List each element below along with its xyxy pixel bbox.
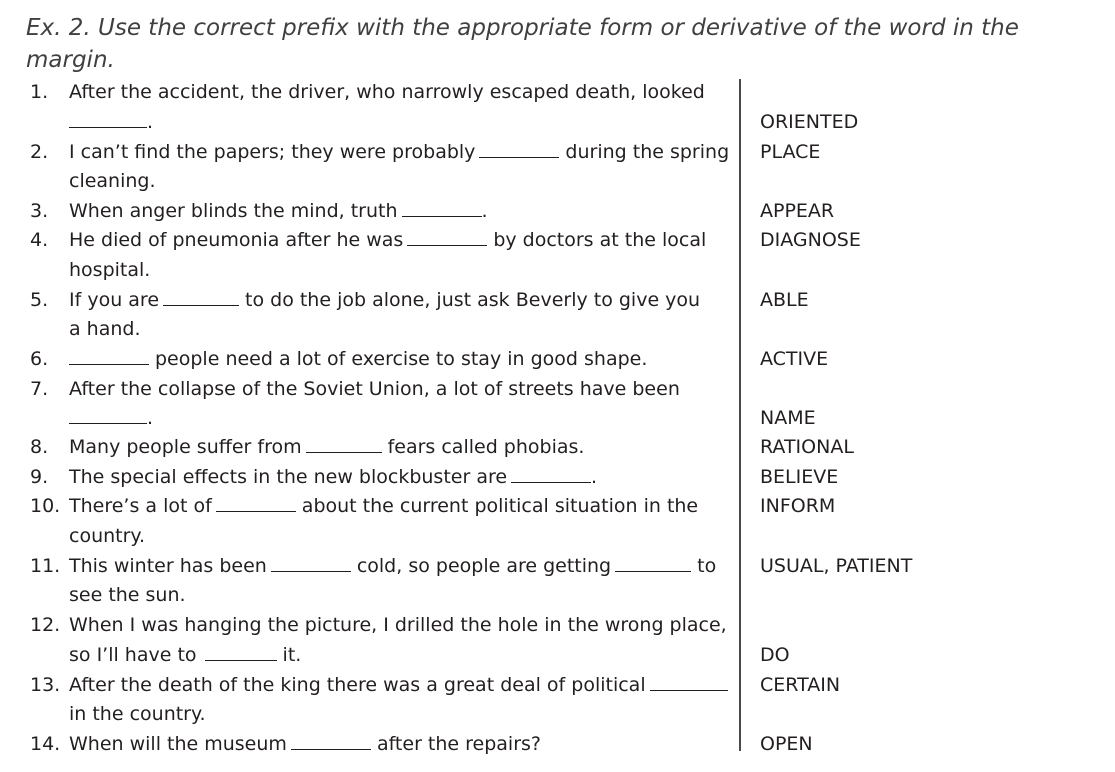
item-number: 11. (30, 555, 61, 577)
answer-blank[interactable] (650, 676, 728, 691)
item-7-text-end: . (147, 407, 154, 429)
answer-blank[interactable] (69, 113, 147, 128)
item-6-text: people need a lot of exercise to stay in good shape. (155, 348, 648, 370)
item-11-line (69, 554, 716, 578)
item-number: 9. (30, 466, 49, 488)
item-11-text-4: see the sun. (69, 584, 186, 606)
margin-word-3: APPEAR (760, 200, 835, 222)
margin-word-2: PLACE (760, 141, 821, 163)
item-11-text-2: cold, so people are getting (356, 555, 612, 577)
answer-blank[interactable] (69, 409, 147, 424)
instructions-line-2: margin. (26, 47, 115, 73)
item-14-text: When will the museum (69, 733, 287, 755)
item-1-text: After the accident, the driver, who narrowly escaped death, looked (69, 81, 705, 103)
item-10-text-2: about the current political situation in the (301, 495, 699, 517)
margin-word-14: OPEN (760, 733, 813, 755)
item-10-text-3: country. (69, 525, 145, 547)
answer-blank[interactable] (205, 646, 277, 661)
answer-blank[interactable] (163, 291, 239, 306)
item-12-line-2 (69, 643, 301, 667)
item-4-line (69, 228, 706, 252)
item-5-text-3: a hand. (69, 318, 141, 340)
margin-divider (739, 79, 741, 751)
item-1-text-end: . (147, 111, 154, 133)
item-number: 3. (30, 200, 49, 222)
item-9-text-end: . (591, 466, 598, 488)
item-8-text: Many people suffer from (69, 436, 302, 458)
item-8-text-2: fears called phobias. (387, 436, 585, 458)
margin-word-4: DIAGNOSE (760, 229, 861, 251)
item-11-text-3: to (697, 555, 717, 577)
item-number: 12. (30, 614, 61, 636)
item-4-text-3: hospital. (69, 259, 151, 281)
answer-blank[interactable] (615, 557, 691, 572)
item-7-text: After the collapse of the Soviet Union, a lot of streets have been (69, 378, 680, 400)
item-number: 10. (30, 495, 61, 517)
item-number: 13. (30, 674, 61, 696)
item-8-line (69, 435, 584, 459)
margin-word-12: DO (760, 644, 790, 666)
answer-blank[interactable] (306, 438, 382, 453)
item-5-line (69, 288, 700, 312)
item-number: 14. (30, 733, 61, 755)
item-number: 7. (30, 378, 49, 400)
item-12-text-3: it. (282, 644, 302, 666)
margin-word-7: NAME (760, 407, 816, 429)
margin-word-13: CERTAIN (760, 674, 841, 696)
item-number: 2. (30, 141, 49, 163)
item-number: 5. (30, 289, 49, 311)
item-5-text: If you are (69, 289, 160, 311)
item-2-line (69, 140, 729, 164)
item-14-text-2: after the repairs? (376, 733, 542, 755)
item-5-text-2: to do the job alone, just ask Beverly to give you (245, 289, 701, 311)
item-2-text-3: cleaning. (69, 170, 156, 192)
item-11-text: This winter has been (69, 555, 267, 577)
answer-blank[interactable] (402, 202, 482, 217)
item-13-text-2: in the country. (69, 703, 206, 725)
item-10-line (69, 494, 698, 518)
item-9-line (69, 465, 597, 489)
item-13-text: After the death of the king there was a great deal of political (69, 674, 646, 696)
item-14-line (69, 732, 541, 756)
answer-blank[interactable] (69, 350, 149, 365)
answer-blank[interactable] (479, 143, 559, 158)
instructions-line-1: Ex. 2. Use the correct prefix with the appropriate form or derivative of the word in the (26, 15, 1019, 41)
item-12-text: When I was hanging the picture, I drilled the hole in the wrong place, (69, 614, 727, 636)
margin-word-6: ACTIVE (760, 348, 829, 370)
item-3-line (69, 199, 488, 223)
item-9-text: The special effects in the new blockbuster are (69, 466, 508, 488)
margin-word-1: ORIENTED (760, 111, 859, 133)
item-number: 4. (30, 229, 49, 251)
item-number: 6. (30, 348, 49, 370)
margin-word-8: RATIONAL (760, 436, 854, 458)
exercise-instructions (26, 12, 1086, 76)
answer-blank[interactable] (291, 735, 371, 750)
item-10-text: There’s a lot of (69, 495, 212, 517)
answer-blank[interactable] (216, 497, 296, 512)
item-number: 8. (30, 436, 49, 458)
item-2-text-2: during the spring (565, 141, 730, 163)
item-1-answer-line (69, 110, 153, 134)
item-3-text-end: . (481, 200, 488, 222)
answer-blank[interactable] (407, 231, 487, 246)
item-4-text-2: by doctors at the local (493, 229, 707, 251)
margin-word-10: INFORM (760, 495, 836, 517)
item-13-line (69, 673, 728, 697)
item-12-text-2: so I’ll have to (69, 644, 197, 666)
item-number: 1. (30, 81, 49, 103)
answer-blank[interactable] (511, 468, 591, 483)
item-2-text: I can’t find the papers; they were probably (69, 141, 476, 163)
item-4-text: He died of pneumonia after he was (69, 229, 404, 251)
margin-word-11: USUAL, PATIENT (760, 555, 913, 577)
item-6-line (69, 347, 647, 371)
answer-blank[interactable] (271, 557, 351, 572)
item-7-answer-line (69, 406, 153, 430)
margin-word-9: BELIEVE (760, 466, 839, 488)
item-3-text: When anger blinds the mind, truth (69, 200, 398, 222)
margin-word-5: ABLE (760, 289, 809, 311)
